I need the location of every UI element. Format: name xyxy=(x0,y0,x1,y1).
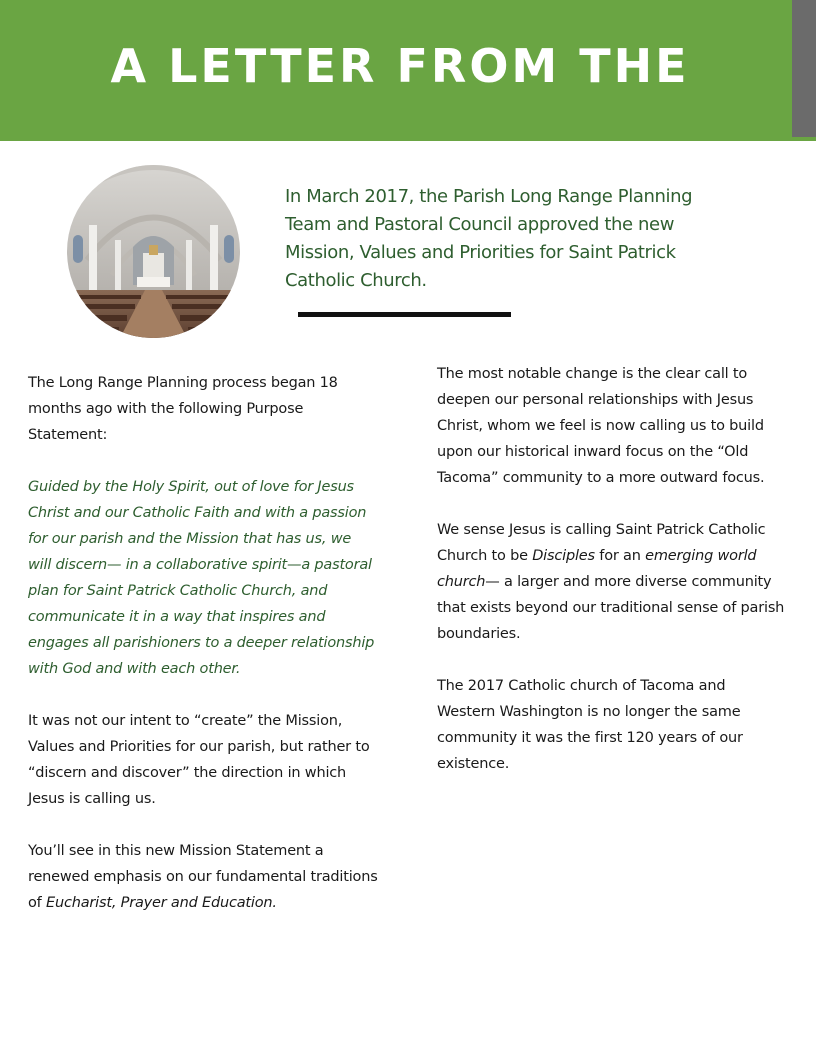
church-interior-icon xyxy=(67,165,240,338)
tacoma-paragraph: The 2017 Catholic church of Tacoma and Western Washington is no longer the same community it was the first 120 years of our existence. xyxy=(437,678,743,772)
calling-text-c: — a larger and more diverse community that exists beyond our traditional sense of parish boundaries. xyxy=(437,574,785,642)
notable-change-paragraph: The most notable change is the clear call to deepen our personal relationships with Jesus Christ, whom we feel is now calling us to build upon our historical inward focus on the “Old Tacoma” community to a more outward focus. xyxy=(437,366,765,486)
intro-statement: In March 2017, the Parish Long Range Planning Team and Pastoral Council approved the new Mission, Values and Priorities for Saint Patrick Catholic Church. xyxy=(285,186,693,291)
emphasis-paragraph xyxy=(28,838,378,916)
divider-rule xyxy=(298,312,511,317)
page-title: A LETTER FROM THE xyxy=(110,39,690,93)
church-interior-photo xyxy=(67,165,240,338)
calling-text-b: for an xyxy=(594,548,646,564)
calling-text-a: We sense Jesus is calling Saint Patrick Catholic Church to be xyxy=(437,522,766,564)
calling-disciples: Disciples xyxy=(532,548,595,564)
purpose-statement: Guided by the Holy Spirit, out of love for Jesus Christ and our Catholic Faith and with a passion for our parish and the Mission that has us, we will discern— in a collaborative spirit—a pastoral plan for Saint Patrick Catholic Church, and communicate it in a way that inspires and engages all parishioners to a deeper relationship with God and with each other. xyxy=(28,479,375,677)
intent-paragraph: It was not our intent to “create” the Mission, Values and Priorities for our parish, but rather to “discern and discover” the direction in which Jesus is calling us. xyxy=(28,713,370,807)
calling-paragraph xyxy=(437,517,787,647)
calling-emerging-church: emerging world church xyxy=(437,548,757,590)
right-column xyxy=(437,361,787,803)
process-paragraph: The Long Range Planning process began 18 months ago with the following Purpose Statement: xyxy=(28,375,338,443)
left-column xyxy=(28,370,378,942)
emphasis-text: You’ll see in this new Mission Statement a renewed emphasis on our fundamental traditions of xyxy=(28,843,378,911)
emphasis-traditions: Eucharist, Prayer and Education. xyxy=(46,895,277,911)
